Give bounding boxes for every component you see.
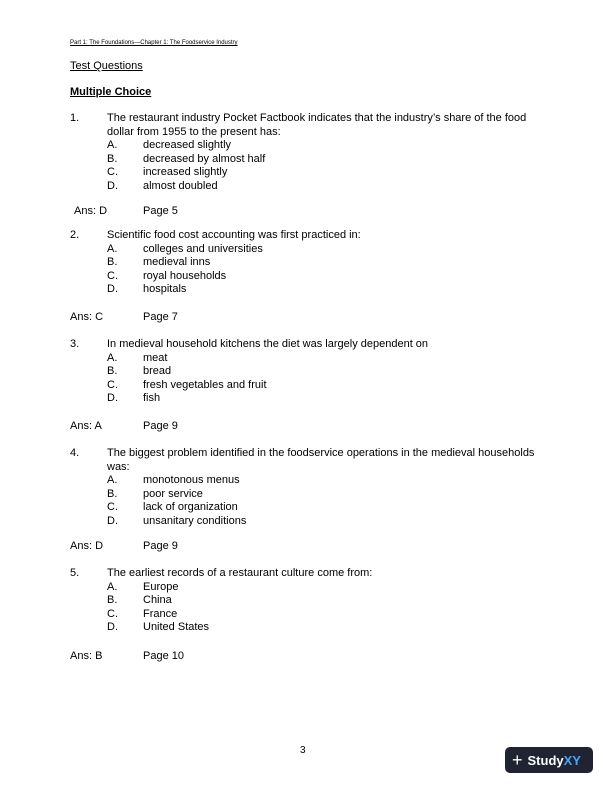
question-text: The restaurant industry Pocket Factbook indicates that the industry’s share of the food dollar from 1955 to the present has: <box>107 112 527 138</box>
brand-main: Study <box>527 752 564 768</box>
option-letter: C. <box>107 166 118 178</box>
plus-icon: + <box>512 750 523 770</box>
studyxy-badge[interactable] <box>505 747 593 773</box>
option-letter: D. <box>107 179 118 192</box>
option-text: lack of organization <box>143 501 238 513</box>
option-letter: B. <box>107 152 118 165</box>
answer-page: Page 9 <box>143 420 178 432</box>
option-text: colleges and universities <box>143 242 263 255</box>
question-number: 3. <box>70 338 80 350</box>
option-letter: B. <box>107 365 118 377</box>
option-text: China <box>143 594 172 606</box>
option-letter: B. <box>107 594 118 606</box>
option-text: royal households <box>143 269 227 282</box>
option-text: unsanitary conditions <box>143 514 247 527</box>
option-text: monotonous menus <box>143 474 240 486</box>
question-4 <box>70 447 540 527</box>
answer-page: Page 9 <box>143 540 178 552</box>
question-1 <box>70 112 540 192</box>
question-5 <box>70 567 540 637</box>
answer-page: Page 10 <box>143 650 184 662</box>
option-text: France <box>143 607 178 620</box>
option-letter: A. <box>107 580 118 593</box>
option-letter: D. <box>107 621 118 633</box>
section-heading: Multiple Choice <box>70 86 152 98</box>
question-number: 5. <box>70 567 80 579</box>
option-letter: A. <box>107 351 118 364</box>
option-letter: D. <box>107 283 118 295</box>
question-text: In medieval household kitchens the diet was largely dependent on <box>107 338 429 350</box>
answer-label: Ans: A <box>70 420 102 432</box>
question-number: 4. <box>70 447 80 459</box>
answer-page: Page 7 <box>143 311 178 323</box>
answer-label: Ans: B <box>70 650 103 662</box>
page-number: 3 <box>300 745 306 756</box>
option-text: increased slightly <box>143 166 228 178</box>
option-letter: C. <box>107 269 118 282</box>
option-letter: B. <box>107 487 118 500</box>
option-text: hospitals <box>143 283 187 295</box>
question-text: Scientific food cost accounting was first practiced in: <box>107 229 361 241</box>
option-text: United States <box>143 621 210 633</box>
option-text: bread <box>143 365 172 377</box>
answer-label: Ans: C <box>70 311 104 323</box>
option-letter: D. <box>107 392 118 404</box>
option-text: poor service <box>143 487 203 500</box>
question-text: The earliest records of a restaurant culture come from: <box>107 567 373 579</box>
option-text: meat <box>143 351 168 364</box>
question-number: 1. <box>70 112 80 124</box>
option-letter: A. <box>107 242 118 255</box>
question-2 <box>70 229 540 299</box>
question-number: 2. <box>70 229 80 241</box>
option-text: medieval inns <box>143 256 211 268</box>
option-letter: C. <box>107 607 118 620</box>
page-title: Test Questions <box>70 60 143 72</box>
option-text: Europe <box>143 580 179 593</box>
option-letter: C. <box>107 378 118 391</box>
option-text: decreased slightly <box>143 139 232 151</box>
option-letter: D. <box>107 514 118 527</box>
answer-label: Ans: D <box>70 540 104 552</box>
question-3 <box>70 338 540 408</box>
running-header: Part 1: The Foundations—Chapter 1: The Foodservice Industry <box>70 40 238 46</box>
answer-label: Ans: D <box>74 205 108 217</box>
option-letter: A. <box>107 139 118 151</box>
question-text: The biggest problem identified in the foodservice operations in the medieval households was: <box>107 447 535 473</box>
option-letter: B. <box>107 256 118 268</box>
option-letter: C. <box>107 501 118 513</box>
option-text: decreased by almost half <box>143 152 266 165</box>
option-text: almost doubled <box>143 179 218 192</box>
brand-accent: XY <box>563 752 581 768</box>
option-text: fresh vegetables and fruit <box>143 378 267 391</box>
answer-page: Page 5 <box>143 205 178 217</box>
option-letter: A. <box>107 474 118 486</box>
option-text: fish <box>143 392 161 404</box>
